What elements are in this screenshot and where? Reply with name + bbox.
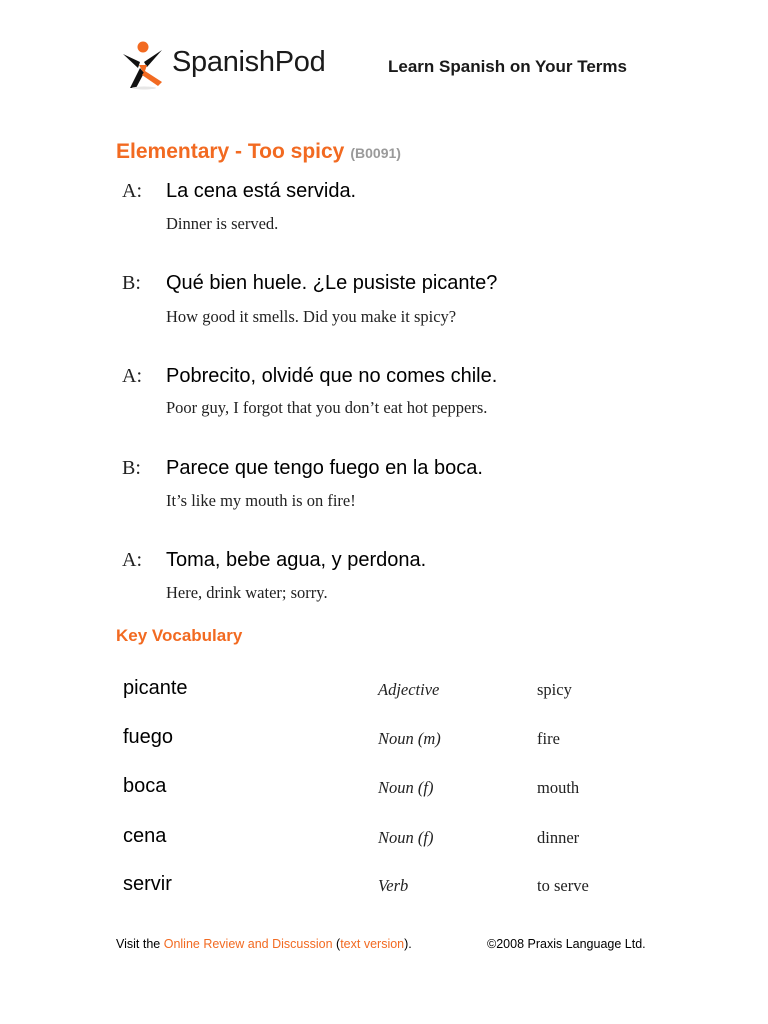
text-version-link[interactable]: text version	[340, 937, 405, 951]
vocab-word: cena	[123, 825, 167, 847]
footer-paren-open: (	[332, 937, 341, 951]
vocab-word: servir	[123, 873, 172, 895]
tagline: Learn Spanish on Your Terms	[388, 57, 627, 76]
dialogue-speaker: B:	[122, 272, 141, 294]
vocab-definition: to serve	[537, 876, 589, 895]
dialogue-speaker: A:	[122, 549, 142, 571]
dialogue-spanish-line: Parece que tengo fuego en la boca.	[166, 457, 483, 479]
lesson-title	[116, 140, 401, 164]
dialogue-english-line: Dinner is served.	[166, 214, 279, 233]
lesson-title-text: Elementary - Too spicy	[116, 140, 345, 163]
dialogue-speaker: A:	[122, 180, 142, 202]
dialogue-speaker: A:	[122, 365, 142, 387]
dialogue-english-line: Here, drink water; sorry.	[166, 583, 328, 602]
copyright: ©2008 Praxis Language Ltd.	[487, 937, 646, 951]
vocab-part-of-speech: Noun (f)	[378, 828, 434, 847]
vocab-word: picante	[123, 677, 188, 699]
lesson-code: (B0091)	[350, 145, 401, 161]
vocab-definition: spicy	[537, 680, 572, 699]
footer-prefix: Visit the	[116, 937, 164, 951]
online-review-link[interactable]: Online Review and Discussion	[163, 937, 333, 951]
vocab-part-of-speech: Noun (m)	[378, 729, 441, 748]
vocab-word: fuego	[123, 726, 174, 748]
dialogue-spanish-line: Qué bien huele. ¿Le pusiste picante?	[166, 272, 498, 294]
vocabulary-heading: Key Vocabulary	[116, 626, 243, 645]
brand-name: SpanishPod	[172, 46, 326, 78]
vocab-definition: fire	[537, 729, 560, 748]
dialogue-spanish-line: Pobrecito, olvidé que no comes chile.	[166, 365, 498, 387]
footer-paren-close: ).	[404, 937, 412, 951]
vocab-definition: dinner	[537, 828, 580, 847]
running-figure-logo-icon	[118, 38, 168, 90]
vocab-definition: mouth	[537, 778, 580, 797]
vocab-part-of-speech: Adjective	[378, 680, 440, 699]
dialogue-spanish-line: La cena está servida.	[166, 180, 357, 202]
vocab-part-of-speech: Noun (f)	[378, 778, 434, 797]
dialogue-speaker: B:	[122, 457, 141, 479]
dialogue-english-line: It’s like my mouth is on fire!	[166, 491, 356, 510]
vocab-part-of-speech: Verb	[378, 876, 409, 895]
footer-links	[116, 937, 412, 951]
dialogue-english-line: How good it smells. Did you make it spicy?	[166, 307, 457, 326]
dialogue-spanish-line: Toma, bebe agua, y perdona.	[166, 549, 427, 571]
dialogue-english-line: Poor guy, I forgot that you don’t eat hot peppers.	[166, 398, 488, 417]
vocab-word: boca	[123, 775, 167, 797]
